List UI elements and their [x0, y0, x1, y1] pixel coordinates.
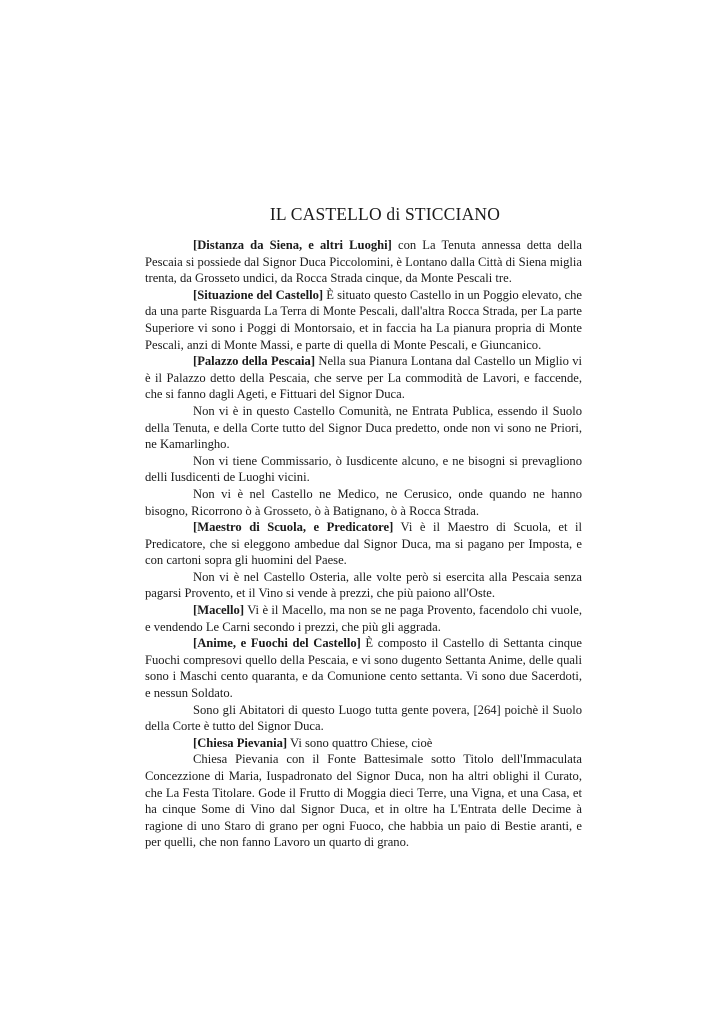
- paragraph-text: Vi è il Maestro di Scuola, et il Predicatore, che si eleggono ambedue dal Signor Duca, ma si pagano per Imposta, e con cartoni sopra gli huomini del Paese.: [145, 520, 582, 568]
- paragraph: [145, 569, 582, 602]
- paragraph-text: Sono gli Abitatori di questo Luogo tutta gente povera, [264] poichè il Suolo della Corte è tutto del Signor Duca.: [145, 702, 582, 734]
- paragraph-heading: [Macello]: [193, 603, 245, 618]
- paragraph-heading: [Anime, e Fuochi del Castello]: [193, 636, 361, 651]
- paragraph: [145, 702, 582, 735]
- paragraph: [145, 486, 582, 519]
- body-text: [145, 237, 582, 851]
- paragraph-text: Non vi è nel Castello ne Medico, ne Cerusico, onde quando ne hanno bisogno, Ricorrono ò à Grosseto, ò à Batignano, ò à Rocca Strada.: [145, 486, 582, 518]
- paragraph: [145, 735, 582, 752]
- paragraph: [145, 519, 582, 569]
- paragraph-text: Non vi tiene Commissario, ò Iusdicente alcuno, e ne bisogni si prevagliono delli Iusdicenti de Luoghi vicini.: [145, 453, 582, 485]
- paragraph: [145, 403, 582, 453]
- page-title: IL CASTELLO di STICCIANO: [269, 204, 501, 224]
- paragraph-heading: [Chiesa Pievania]: [193, 735, 288, 750]
- paragraph: [145, 751, 582, 851]
- paragraph-text: Nella sua Pianura Lontana dal Castello un Miglio vi è il Palazzo detto della Pescaia, che serve per La commodità de Lavori, e faccende, che si fanno dagli Ageti, e Fittuari del Signor Duca.: [145, 354, 583, 402]
- paragraph: [145, 635, 582, 701]
- paragraph: [145, 237, 582, 287]
- paragraph-heading: [Situazione del Castello]: [193, 287, 324, 302]
- paragraph: [145, 353, 582, 403]
- paragraph-text: Vi è il Macello, ma non se ne paga Provento, facendolo chi vuole, e vendendo Le Carni secondo i prezzi, che più gli aggrada.: [145, 603, 582, 634]
- paragraph-heading: [Palazzo della Pescaia]: [193, 354, 316, 369]
- paragraph: [145, 453, 582, 486]
- paragraph-text: È situato questo Castello in un Poggio elevato, che da una parte Risguarda La Terra di Monte Pescali, dall'altra Rocca Strada, per La parte Superiore vi sono i Poggi di Montorsaio, et in faccia ha La pianura propria di Monte Pescali, anzi di Monte Massi, e parte di quella di Monte Pescali, e Giuncanico.: [145, 287, 582, 352]
- paragraph-text: È composto il Castello di Settanta cinque Fuochi compresovi quello della Pescaia, e vi sono dugento Settanta Anime, delle quali sono i Maschi cento quaranta, e da Comunione cento settanta. Vi sono due Sacerdoti, e nessun Soldato.: [145, 636, 582, 701]
- paragraph-heading: [Maestro di Scuola, e Predicatore]: [193, 520, 394, 535]
- paragraph: [145, 287, 582, 353]
- paragraph-heading: [Distanza da Siena, e altri Luoghi]: [193, 238, 392, 252]
- paragraph-text: Vi sono quattro Chiese, cioè: [287, 735, 433, 750]
- paragraph: [145, 602, 582, 635]
- paragraph-text: Non vi è nel Castello Osteria, alle volte però si esercita alla Pescaia senza pagarsi Provento, et il Vino si vende à prezzi, che più paiono all'Oste.: [145, 569, 582, 601]
- paragraph-text: Chiesa Pievania con il Fonte Battesimale sotto Titolo dell'Immaculata Concezzione di Maria, Iuspadronato del Signor Duca, non ha altri oblighi il Curato, che La Festa Titolare. Gode il Frutto di Moggia dieci Terre, una Vigna, et una Casa, et ha cinque Some di Vino dal Signor Duca, et in oltre ha L'Entrata delle Decime à ragione di uno Staro di grano per ogni Fuoco, che habbia un paio di Bestie aranti, e per quelli, che non fanno Lavoro un quarto di grano.: [145, 752, 582, 850]
- paragraph-text: Non vi è in questo Castello Comunità, ne Entrata Publica, essendo il Suolo della Tenuta, e della Corte tutto del Signor Duca predetto, onde non vi sono ne Priori, ne Kamarlingho.: [145, 403, 582, 452]
- paragraph-text: con La Tenuta annessa detta della Pescaia si possiede dal Signor Duca Piccolomini, è Lontano dalla Città di Siena miglia trenta, da Grosseto undici, da Rocca Strada cinque, da Monte Pescali tre.: [145, 238, 582, 286]
